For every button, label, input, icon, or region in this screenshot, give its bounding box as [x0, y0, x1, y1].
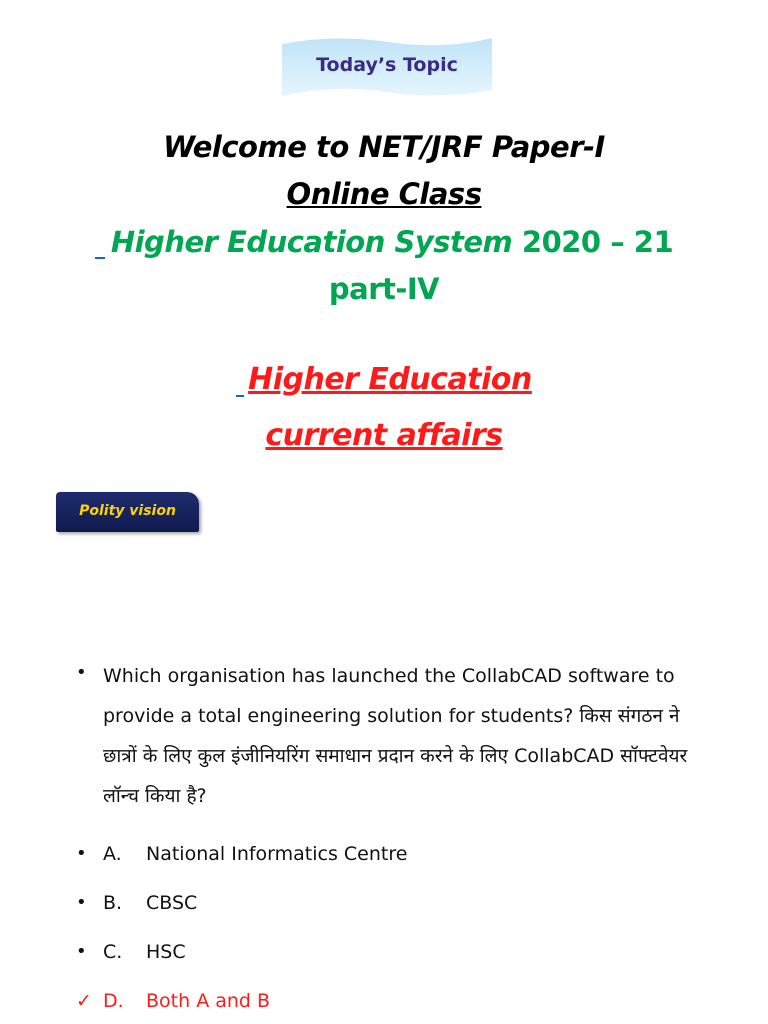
option-letter: D.	[103, 990, 124, 1012]
option-d	[103, 990, 270, 1012]
subject-year: 2020 – 21	[521, 225, 674, 259]
bullet-dot-icon: •	[76, 662, 87, 683]
option-text: National Informatics Centre	[146, 843, 408, 865]
text-cursor-mark	[236, 365, 244, 397]
bullet-dot-icon: •	[76, 892, 87, 913]
bullet-dot-icon: •	[76, 941, 87, 962]
subject-line	[0, 225, 768, 259]
option-text: HSC	[146, 941, 186, 963]
subject-part: part-IV	[328, 272, 440, 306]
topic-line-2: current affairs	[265, 418, 503, 453]
checkmark-icon: ✓	[76, 990, 92, 1012]
bullet-dot-icon: •	[76, 843, 87, 864]
text-cursor-mark	[95, 227, 105, 259]
topic-line-1-text: Higher Education	[248, 362, 532, 397]
option-text: Both A and B	[146, 990, 271, 1012]
banner-label: Today’s Topic	[316, 54, 458, 76]
tag-label: Polity vision	[79, 503, 176, 519]
option-letter: B.	[103, 892, 123, 914]
option-c	[103, 941, 186, 963]
option-letter: A.	[103, 843, 122, 865]
option-b	[103, 892, 197, 914]
title-line-1: Welcome to NET/JRF Paper-I	[163, 130, 605, 164]
topic-line-1	[0, 362, 768, 397]
question-text: Which organisation has launched the CollabCAD software to provide a total engineering solution for students? किस संगठन ने छात्रों के लिए कुल इंजीनियरिंग समाधान प्रदान करने के लिए CollabCAD सॉफ्टवेयर लॉन्च किया है?	[103, 665, 688, 807]
option-a	[103, 843, 407, 865]
todays-topic-banner	[278, 34, 496, 100]
option-text: CBSC	[146, 892, 198, 914]
title-line-2: Online Class	[286, 177, 482, 211]
option-letter: C.	[103, 941, 123, 963]
polity-vision-tag	[56, 492, 199, 532]
subject-name: Higher Education System	[110, 225, 513, 259]
